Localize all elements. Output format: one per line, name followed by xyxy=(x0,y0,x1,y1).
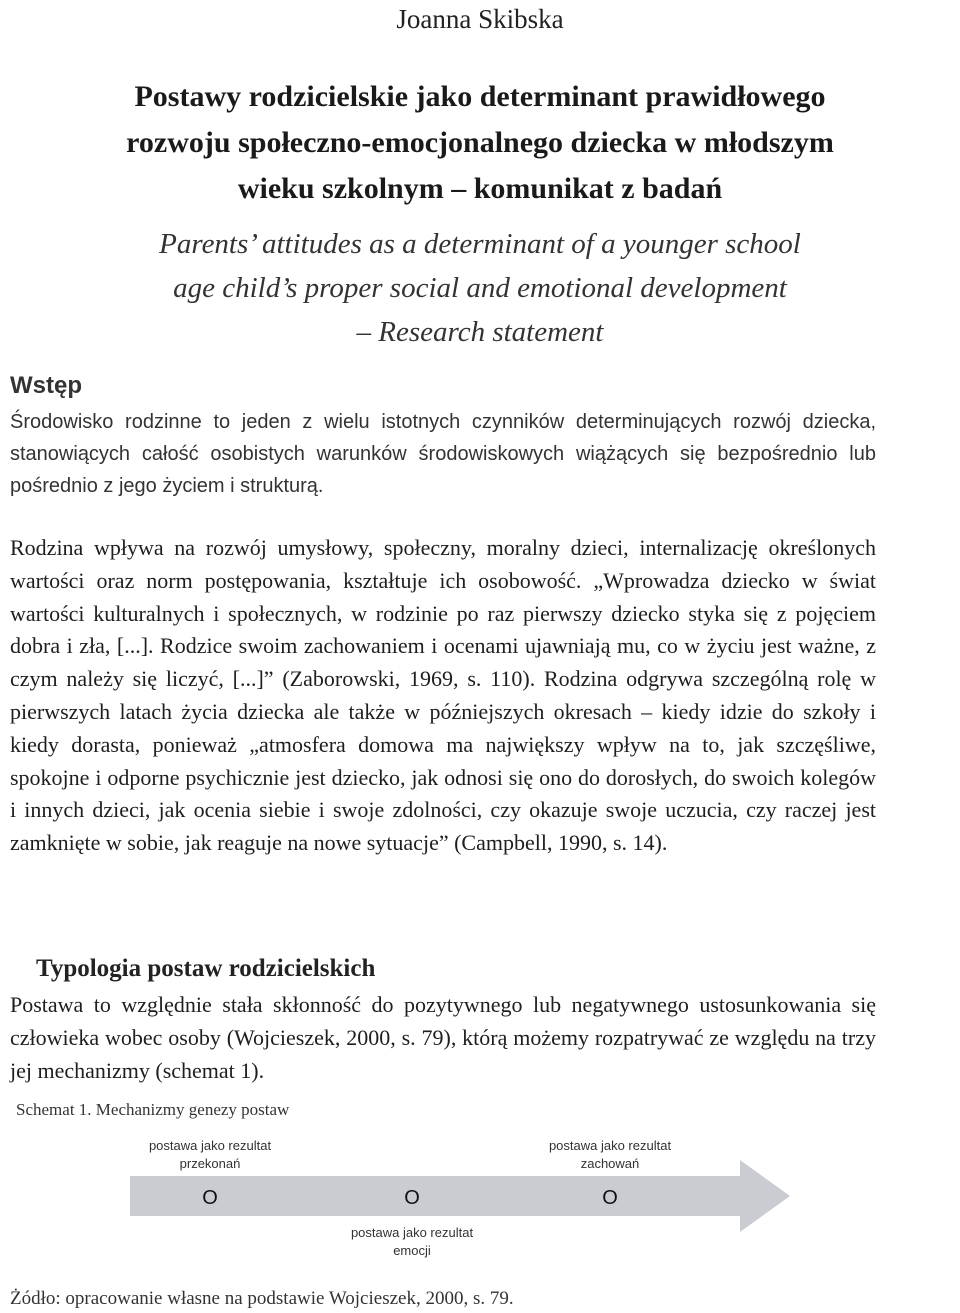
title-polish-line: wieku szkolnym – komunikat z badań xyxy=(237,172,723,205)
title-polish-line: rozwoju społeczno-emocjonalnego dziecka w młodszym xyxy=(126,126,834,159)
node-symbol-3: O xyxy=(602,1187,618,1209)
mechanism-diagram xyxy=(0,1132,960,1272)
node-label-top-right-2: zachowań xyxy=(580,1156,640,1171)
author-name: Joanna Skibska xyxy=(396,4,564,34)
section-heading-typology: Typologia postaw rodzicielskich xyxy=(36,955,376,982)
section-heading-intro: Wstęp xyxy=(10,372,82,399)
node-label-top-right: postawa jako rezultat xyxy=(548,1138,672,1153)
title-english-line: Parents’ attitudes as a determinant of a younger school xyxy=(159,228,801,260)
title-english-line: – Research statement xyxy=(356,316,604,348)
typology-paragraph: Postawa to względnie stała skłonność do pozytywnego lub negatywnego ustosunkowania się człowieka wobec osoby (Wojcieszek, 2000, s. 79), którą możemy rozpatrywać ze względu na trzy jej mechanizmy (schemat 1). xyxy=(10,992,876,1083)
intro-paragraph-sans: Środowisko rodzinne to jeden z wielu istotnych czynników determinujących rozwój dziecka, stanowiących całość osobistych warunków środowiskowych wiążących się bezpośrednio lub pośrednio z jego życiem i strukturą. xyxy=(10,411,876,497)
node-symbol-1: O xyxy=(202,1187,218,1209)
title-english xyxy=(40,222,920,354)
node-label-bottom-2: emocji xyxy=(393,1243,431,1258)
title-polish-line: Postawy rodzicielskie jako determinant prawidłowego xyxy=(134,80,826,113)
title-polish xyxy=(40,74,920,212)
node-label-bottom: postawa jako rezultat xyxy=(350,1225,474,1240)
intro-paragraph-serif: Rodzina wpływa na rozwój umysłowy, społeczny, moralny dzieci, internalizację określonych wartości oraz norm postępowania, kształtuje ich osobowość. „Wprowadza dziecko w świat wartości kulturalnych i społecznych, w rodzinie po raz pierwszy dziecko styka się z pojęciem dobra i zła, [...]. Rodzice swoim zachowaniem i ocenami ujawniają mu, co w życiu jest ważne, z czym należy się liczyć, [...]” (Zaborowski, 1969, s. 110). Rodzina odgrywa szczególną rolę w pierwszych latach życia dziecka ale także w późniejszych okresach – kiedy idzie do szkoły i kiedy dorasta, ponieważ „atmosfera domowa ma największy wpływ na to, jak szczęśliwe, spokojne i odporne psychicznie jest dziecko, jak odnosi się ono do dorosłych, do swoich kolegów i innych dzieci, jak ocenia siebie i swoje zdolności, czy okazuje swoje uczucia, czy raczej jest zamknięte w sobie, jak reaguje na nowe sytuacje” (Campbell, 1990, s. 14). xyxy=(10,535,876,856)
node-symbol-2: O xyxy=(404,1187,420,1209)
node-label-top-left-2: przekonań xyxy=(179,1156,241,1171)
node-label-top-left: postawa jako rezultat xyxy=(148,1138,272,1153)
title-english-line: age child’s proper social and emotional development xyxy=(173,272,787,304)
schemat-caption: Schemat 1. Mechanizmy genezy postaw xyxy=(16,1100,290,1119)
source-note: Żódło: opracowanie własne na podstawie Wojcieszek, 2000, s. 79. xyxy=(10,1288,514,1309)
